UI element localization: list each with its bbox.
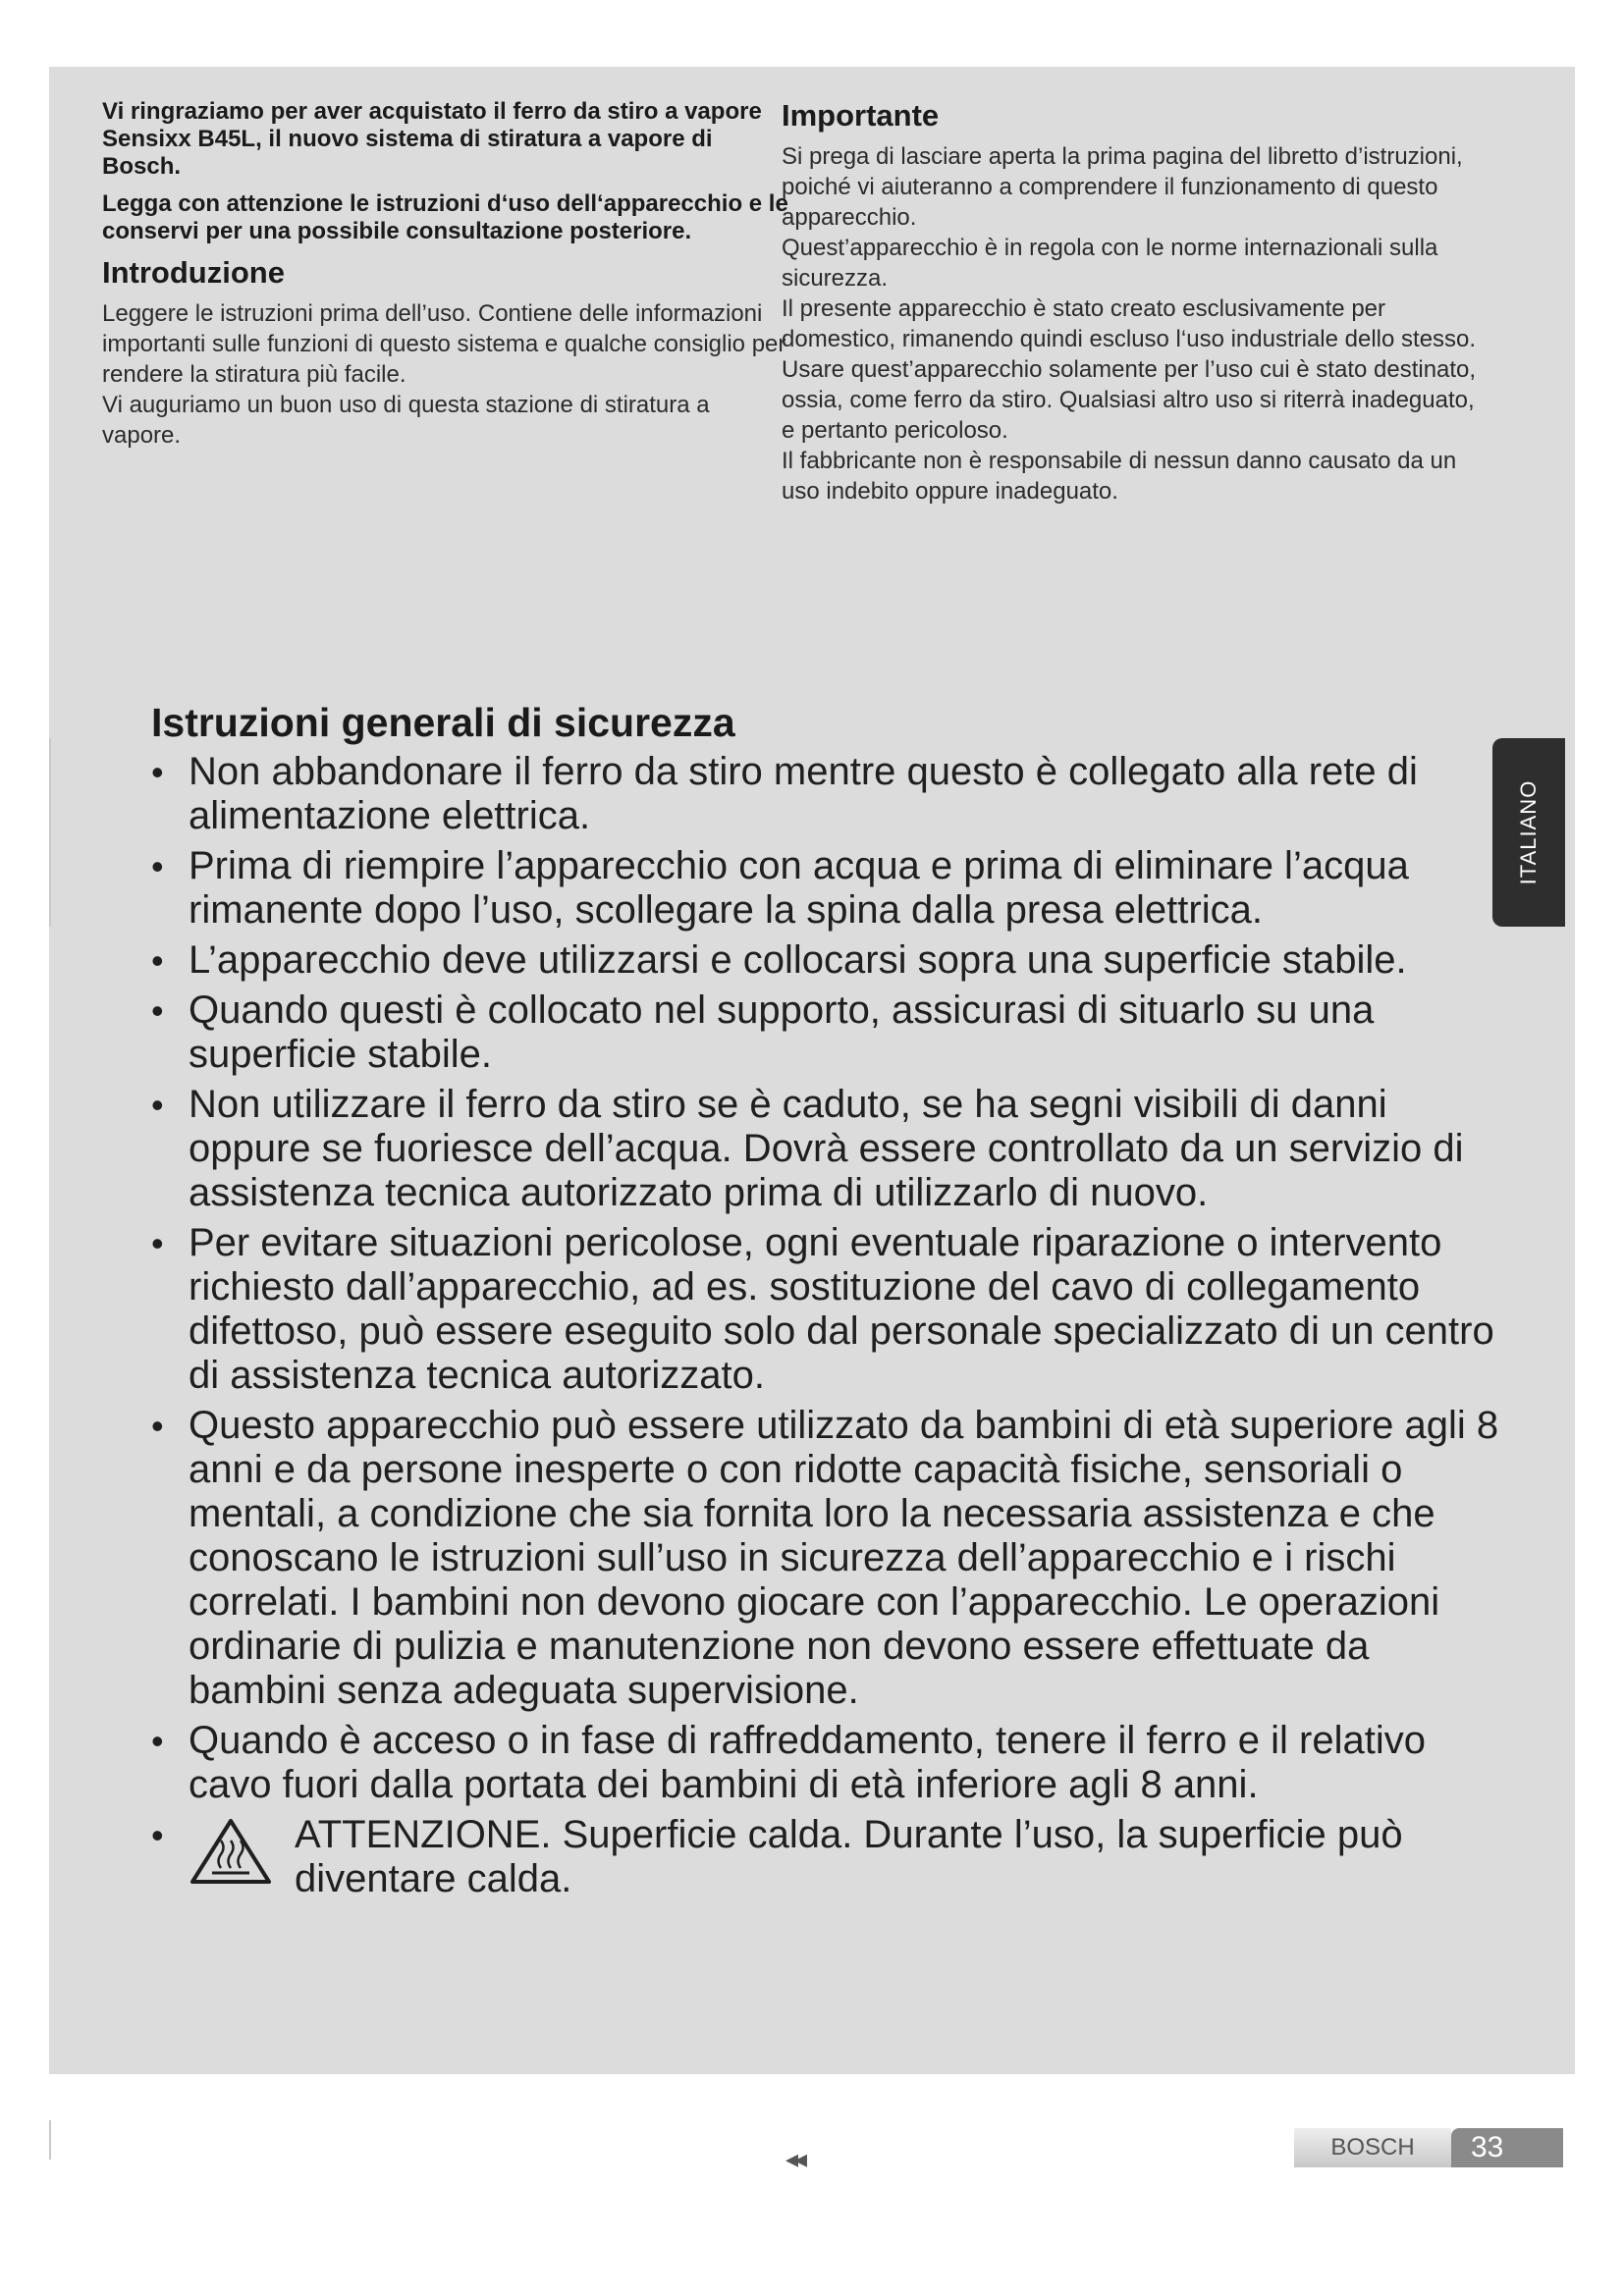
bullet: •: [151, 1721, 164, 1761]
bullet: •: [151, 1085, 164, 1125]
bullet: •: [151, 990, 164, 1031]
bullet: •: [151, 846, 164, 886]
bullet: •: [151, 1223, 164, 1263]
list-item-text: Prima di riempire l’apparecchio con acqua e prima di eliminare l’acqua rimanente dopo l’uso, scollegare la spina dalla presa elettrica.: [189, 844, 1409, 932]
list-item: [147, 1404, 1502, 1713]
language-tab-label: ITALIANO: [1516, 779, 1541, 885]
list-item: [147, 938, 1502, 983]
safety-title: Istruzioni generali di sicurezza: [151, 700, 735, 745]
list-item: [147, 1083, 1502, 1215]
introduzione-heading: Introduzione: [102, 255, 285, 290]
list-item: [147, 1221, 1502, 1398]
list-item-text: Quando è acceso o in fase di raffreddamento, tenere il ferro e il relativo cavo fuori dalla portata dei bambini di età inferiore agli 8 anni.: [189, 1719, 1426, 1806]
language-tab: [1492, 738, 1565, 927]
list-item-text: Non utilizzare il ferro da stiro se è caduto, se ha segni visibili di danni oppure se fuoriesce dell’acqua. Dovrà essere controllato da un servizio di assistenza tecnica autorizzato prima di utilizzarlo di nuovo.: [189, 1083, 1464, 1214]
intro-paragraph: Leggere le istruzioni prima dell’uso. Contiene delle informazioni importanti sulle funzioni di questo sistema e qualche consiglio per rendere la stiratura più facile.: [102, 300, 786, 388]
bullet: •: [151, 940, 164, 981]
bullet: •: [151, 752, 164, 792]
brand-label: BOSCH: [1294, 2128, 1451, 2167]
importante-paragraph: Il fabbricante non è responsabile di nessun danno causato da un uso indebito oppure inadeguato.: [782, 448, 1457, 505]
warning-text: ATTENZIONE. Superficie calda. Durante l’uso, la superficie può diventare calda.: [295, 1813, 1403, 1900]
list-item-text: Per evitare situazioni pericolose, ogni eventuale riparazione o intervento richiesto dall’apparecchio, ad es. sostituzione del cavo di collegamento difettoso, può essere eseguito solo dal personale specializzato di un centro di assistenza tecnica autorizzato.: [189, 1221, 1494, 1397]
list-item: [147, 988, 1502, 1077]
page-number: 33: [1451, 2128, 1563, 2167]
read-instructions-text: Legga con attenzione le istruzioni d‘uso dell‘apparecchio e le conservi per una possibile consultazione posteriore.: [102, 190, 788, 244]
list-item-text: Quando questi è collocato nel supporto, assicurasi di situarlo su una superficie stabile.: [189, 988, 1375, 1076]
bullet: •: [151, 1406, 164, 1446]
importante-column: [782, 98, 1489, 507]
importante-paragraph: Quest’apparecchio è in regola con le norme internazionali sulla sicurezza.: [782, 235, 1438, 292]
intro-paragraph: Vi auguriamo un buon uso di questa stazione di stiratura a vapore.: [102, 392, 710, 449]
thanks-text: Vi ringraziamo per aver acquistato il ferro da stiro a vapore Sensixx B45L, il nuovo sistema di stiratura a vapore di Bosch.: [102, 98, 762, 180]
list-item: [147, 750, 1502, 838]
importante-paragraph: Usare quest’apparecchio solamente per l’uso cui è stato destinato, ossia, come ferro da stiro. Qualsiasi altro uso si riterrà inadeguato, e pertanto pericoloso.: [782, 356, 1477, 444]
list-item-warning: [147, 1813, 1502, 1901]
left-margin-line-top: [49, 738, 51, 927]
intro-column: [102, 98, 789, 451]
importante-heading: Importante: [782, 98, 940, 133]
list-item-text: Questo apparecchio può essere utilizzato da bambini di età superiore agli 8 anni e da persone inesperte o con ridotte capacità fisiche, sensoriali o mentali, a condizione che sia fornita loro la necessaria assistenza e che conoscano le istruzioni sull’uso in sicurezza dell’apparecchio e i rischi correlati. I bambini non devono giocare con l’apparecchio. Le operazioni ordinarie di pulizia e manutenzione non devono essere effettuate da bambini senza adeguata supervisione.: [189, 1404, 1499, 1712]
safety-list: [147, 750, 1502, 1907]
list-item: [147, 844, 1502, 933]
list-item-text: Non abbandonare il ferro da stiro mentre questo è collegato alla rete di alimentazione elettrica.: [189, 750, 1418, 837]
list-item-text: L’apparecchio deve utilizzarsi e collocarsi sopra una superficie stabile.: [189, 938, 1407, 982]
importante-paragraph: Si prega di lasciare aperta la prima pagina del libretto d’istruzioni, poiché vi aiuteranno a comprendere il funzionamento di questo apparecchio.: [782, 143, 1463, 231]
left-margin-line-bottom: [49, 2120, 51, 2160]
hot-surface-warning-icon: [189, 1817, 273, 1888]
importante-paragraph: Il presente apparecchio è stato creato esclusivamente per domestico, rimanendo quindi escluso l‘uso industriale dello stesso.: [782, 295, 1477, 352]
back-arrows-icon[interactable]: ◂◂: [785, 2144, 804, 2173]
list-item: [147, 1719, 1502, 1807]
bullet: •: [151, 1815, 164, 1855]
